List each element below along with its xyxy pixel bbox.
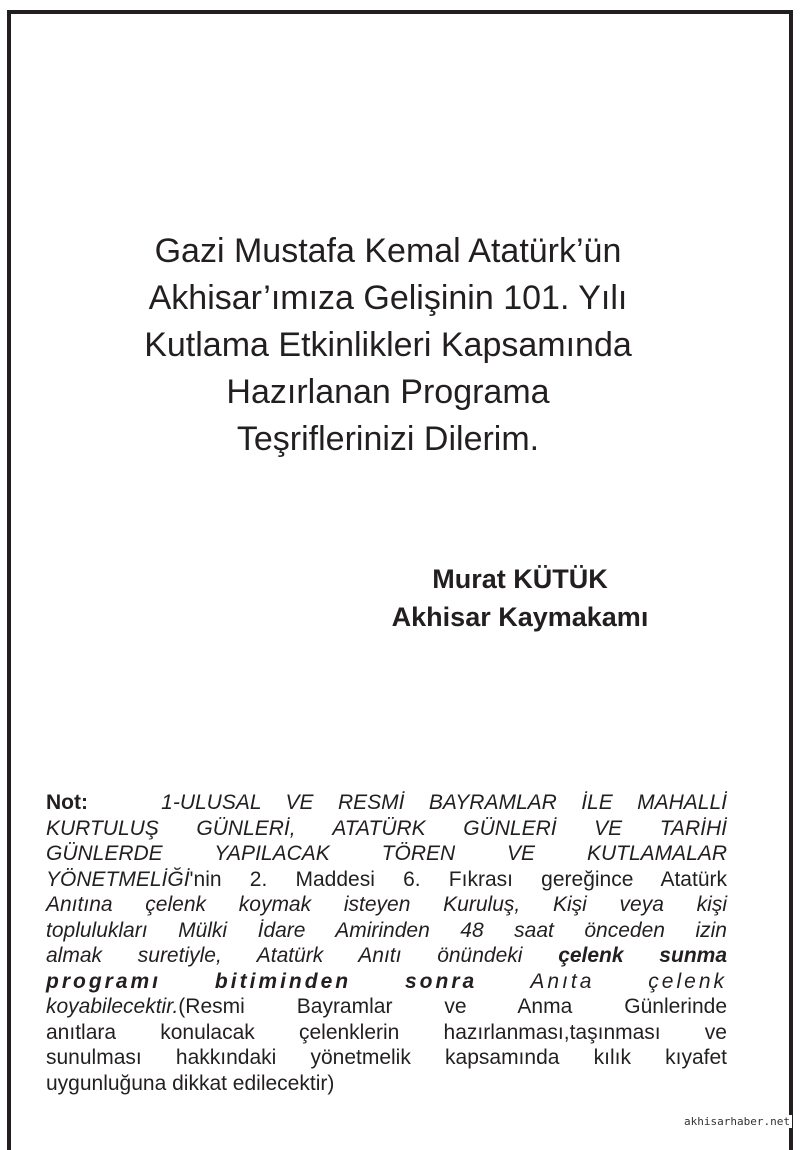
note-line: toplulukları Mülki İdare Amirinden 48 saat önceden izin <box>46 918 727 942</box>
invitation-line: Kutlama Etkinlikleri Kapsamında <box>144 326 632 364</box>
watermark: akhisarhaber.net <box>684 1115 790 1128</box>
note-text: koyabilecektir. <box>46 995 179 1018</box>
signatory-title: Akhisar Kaymakamı <box>391 602 649 632</box>
note-line <box>46 790 727 816</box>
note-text: almak suretiyle, Atatürk Anıtı önündeki <box>46 944 559 967</box>
note-line: uygunluğuna dikkat edilecektir) <box>46 1071 335 1095</box>
note-line <box>46 943 727 969</box>
invitation-line: Teşriflerinizi Dilerim. <box>236 420 540 458</box>
note-line: sunulması hakkındaki yönetmelik kapsamında kılık kıyafet <box>46 1046 727 1069</box>
note-label: Not: <box>46 791 88 814</box>
invitation-line: Hazırlanan Programa <box>226 373 550 411</box>
note-paragraph <box>46 790 727 1096</box>
note-line <box>46 994 727 1020</box>
note-line: Anıtına çelenk koymak isteyen Kuruluş, Kişi veya kişi <box>46 893 727 916</box>
note-line: GÜNLERDE YAPILACAK TÖREN VE KUTLAMALAR <box>46 842 727 865</box>
note-text: 1-ULUSAL VE RESMİ BAYRAMLAR İLE MAHALLİ <box>161 791 727 814</box>
invitation-line: Gazi Mustafa Kemal Atatürk’ün <box>154 232 622 270</box>
note-line <box>46 867 727 893</box>
signatory-name: Murat KÜTÜK <box>432 564 608 594</box>
signature-block <box>330 560 710 636</box>
note-line: KURTULUŞ GÜNLERİ, ATATÜRK GÜNLERİ VE TARİHİ <box>46 816 727 840</box>
invitation-line: Akhisar’ımıza Gelişinin 101. Yılı <box>148 279 628 317</box>
note-emphasis: çelenk sunma <box>558 944 727 967</box>
note-text: Anıta çelenk <box>477 969 727 993</box>
note-text: 'nin 2. Maddesi 6. Fıkrası gereğince Atatürk <box>189 867 727 891</box>
note-emphasis: programı bitiminden sonra <box>46 969 478 993</box>
note-line: anıtlara konulacak çelenklerin hazırlanması,taşınması ve <box>46 1020 727 1044</box>
note-text: YÖNETMELİĞİ <box>46 867 190 891</box>
invitation-text <box>60 228 716 463</box>
note-text: (Resmi Bayramlar ve Anma Günlerinde <box>178 995 727 1018</box>
note-line <box>46 969 727 995</box>
